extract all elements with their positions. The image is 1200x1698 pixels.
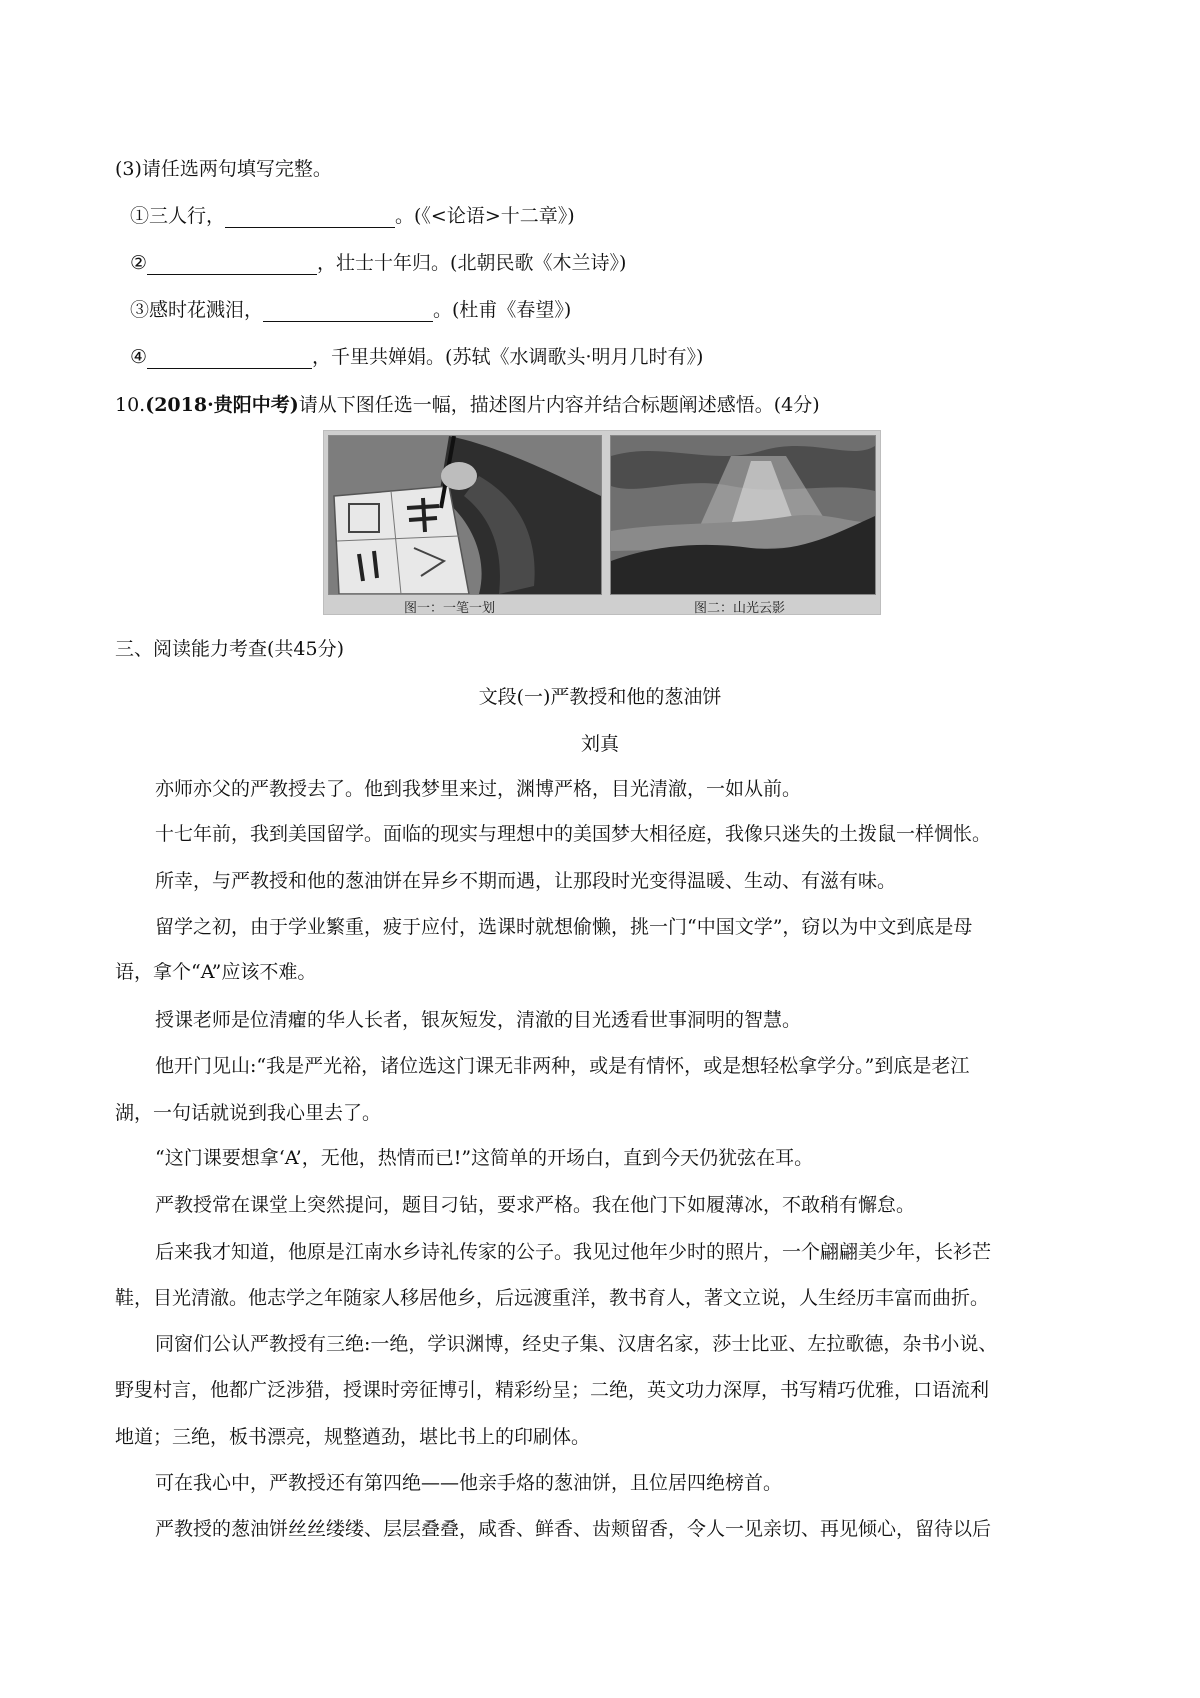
q9-s1-prefix: ①三人行， <box>130 205 226 227</box>
q9-s1-blank[interactable] <box>225 207 395 228</box>
paragraph-12: 严教授的葱油饼丝丝缕缕、层层叠叠，咸香、鲜香、齿颊留香，令人一见亲切、再见倾心，留待以后 <box>155 1518 992 1540</box>
q9-s2-prefix: ② <box>130 252 148 274</box>
paragraph-9-line-2: 鞋，目光清澈。他志学之年随家人移居他乡，后远渡重洋，教书育人，著文立说，人生经历丰富而曲折。 <box>115 1287 990 1309</box>
q10-text: 请从下图任选一幅，描述图片内容并结合标题阐述感悟。(4分) <box>298 394 820 416</box>
paragraph-8: 严教授常在课堂上突然提问，题目刁钻，要求严格。我在他门下如履薄冰，不敢稍有懈怠。 <box>155 1194 916 1216</box>
caption-figure-2: 图二：山光云影 <box>694 601 786 616</box>
q9-sentence-3 <box>130 298 571 322</box>
caption-figure-1: 图一：一笔一划 <box>404 601 496 616</box>
paragraph-4-line-1: 留学之初，由于学业繁重，疲于应付，选课时就想偷懒，挑一门“中国文学”，窃以为中文到底是母 <box>155 916 973 938</box>
paragraph-6-line-1: 他开门见山:“我是严光裕，诸位选这门课无非两种，或是有情怀，或是想轻松拿学分。”到底是老江 <box>155 1055 970 1077</box>
q10-number: 10. <box>115 394 146 416</box>
paragraph-4-line-2: 语，拿个“A”应该不难。 <box>115 961 317 983</box>
paragraph-10-line-2: 野叟村言，他都广泛涉猎，授课时旁征博引，精彩纷呈；二绝，英文功力深厚，书写精巧优雅，口语流利 <box>115 1379 990 1401</box>
paragraph-3: 所幸，与严教授和他的葱油饼在异乡不期而遇，让那段时光变得温暖、生动、有滋有味。 <box>155 870 897 892</box>
q9-s1-suffix: 。(《<论语>十二章》) <box>395 205 575 227</box>
paragraph-7: “这门课要想拿‘A’，无他，热情而已!”这简单的开场白，直到今天仍犹弦在耳。 <box>155 1147 814 1169</box>
q9-sentence-4 <box>130 345 703 369</box>
q9-s3-blank[interactable] <box>263 301 433 322</box>
child-writing-illustration <box>329 436 601 594</box>
q9-part3-instruction: (3)请任选两句填写完整。 <box>115 158 332 180</box>
q9-s4-blank[interactable] <box>147 348 312 369</box>
q9-s4-suffix: ，千里共婵娟。(苏轼《水调歌头·明月几时有》) <box>312 346 704 368</box>
paragraph-5: 授课老师是位清癯的华人长者，银灰短发，清澈的目光透看世事洞明的智慧。 <box>155 1009 802 1031</box>
q10-prompt <box>115 393 820 417</box>
paragraph-11: 可在我心中，严教授还有第四绝——他亲手烙的葱油饼，且位居四绝榜首。 <box>155 1472 783 1494</box>
q9-s2-suffix: ，壮士十年归。(北朝民歌《木兰诗》) <box>317 252 627 274</box>
q9-s3-suffix: 。(杜甫《春望》) <box>433 299 572 321</box>
q9-s4-prefix: ④ <box>130 346 148 368</box>
mountain-clouds-illustration <box>611 436 875 594</box>
section3-heading: 三、阅读能力考查(共45分) <box>115 638 345 660</box>
q10-figure-pair <box>323 430 881 615</box>
paragraph-2: 十七年前，我到美国留学。面临的现实与理想中的美国梦大相径庭，我像只迷失的土拨鼠一样惆怅。 <box>155 823 992 845</box>
q9-s3-prefix: ③感时花溅泪， <box>130 299 264 321</box>
paragraph-6-line-2: 湖，一句话就说到我心里去了。 <box>115 1102 382 1124</box>
q10-source: (2018·贵阳中考) <box>145 394 299 416</box>
q9-sentence-2 <box>130 251 626 275</box>
q9-s2-blank[interactable] <box>147 254 317 275</box>
paragraph-9-line-1: 后来我才知道，他原是江南水乡诗礼传家的公子。我见过他年少时的照片，一个翩翩美少年，长衫芒 <box>155 1241 992 1263</box>
photo-mountain-clouds <box>610 435 876 595</box>
q9-sentence-1 <box>130 204 575 228</box>
paragraph-1: 亦师亦父的严教授去了。他到我梦里来过，渊博严格，目光清澈，一如从前。 <box>155 778 802 800</box>
photo-child-writing <box>328 435 602 595</box>
paragraph-10-line-3: 地道；三绝，板书漂亮，规整遒劲，堪比书上的印刷体。 <box>115 1426 591 1448</box>
paragraph-10-line-1: 同窗们公认严教授有三绝:一绝，学识渊博，经史子集、汉唐名家，莎士比亚、左拉歌德，杂书小说、 <box>155 1333 998 1355</box>
passage-title: 文段(一)严教授和他的葱油饼 <box>478 686 722 708</box>
passage-author: 刘真 <box>580 733 619 755</box>
